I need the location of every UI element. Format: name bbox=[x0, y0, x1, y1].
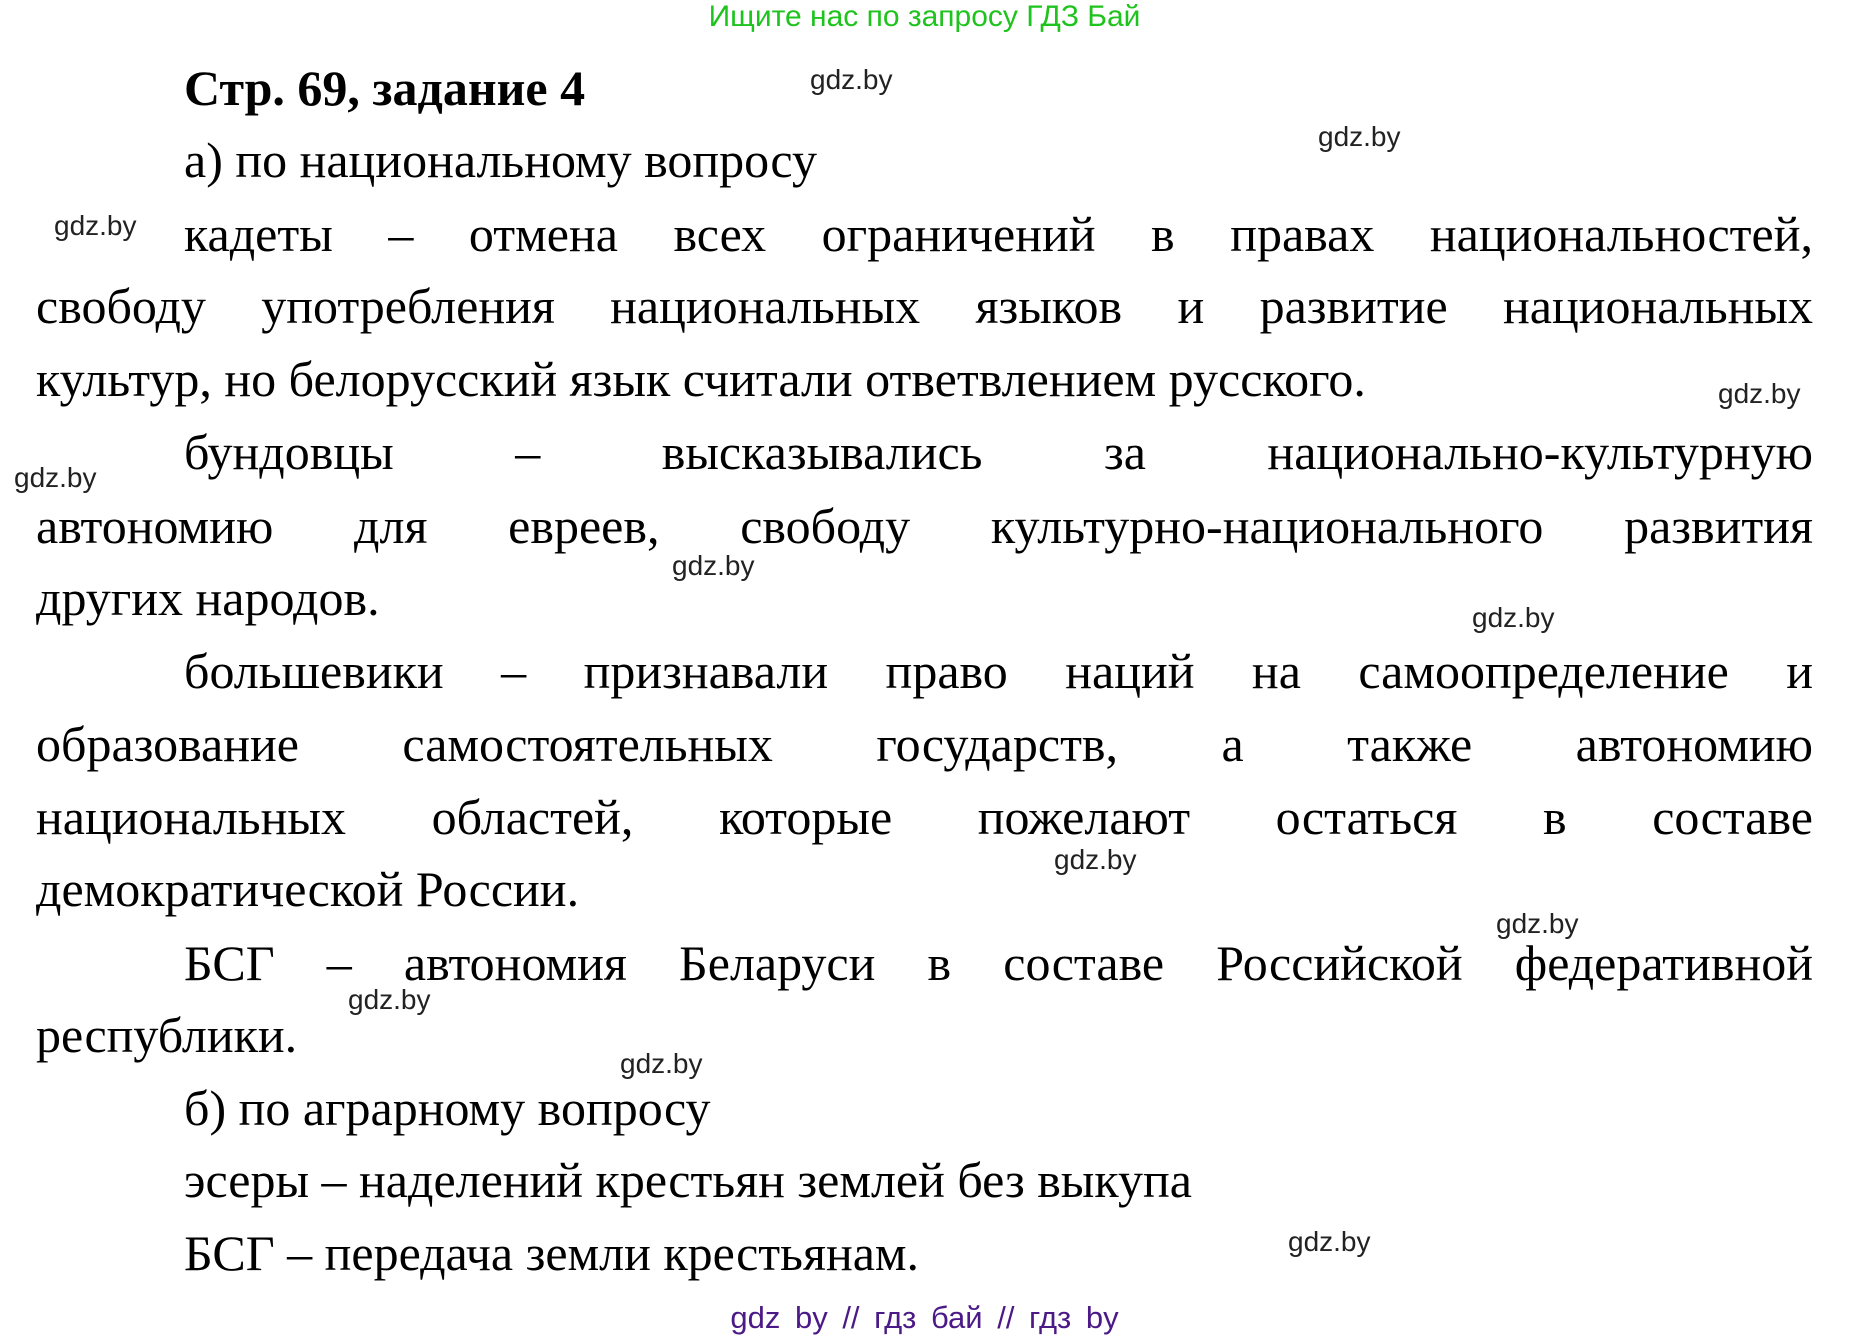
search-hint-link[interactable]: Ищите нас по запросу ГДЗ Бай bbox=[708, 0, 1141, 33]
watermark: gdz.by bbox=[1472, 602, 1555, 633]
text-line: БСГ – передача земли крестьянам. bbox=[184, 1225, 920, 1281]
watermark: gdz.by bbox=[1496, 908, 1579, 939]
text-line: национальных областей, которые пожелают остаться в составе bbox=[36, 789, 1813, 845]
text-line: республики. bbox=[36, 1007, 298, 1063]
text-line: автономию для евреев, свободу культурно-национального развития bbox=[36, 498, 1813, 554]
watermark: gdz.by bbox=[1718, 378, 1801, 409]
watermark: gdz.by bbox=[1288, 1226, 1371, 1257]
text-line: культур, но белорусский язык считали ответвлением русского. bbox=[36, 351, 1366, 407]
text-line: демократической России. bbox=[36, 861, 580, 917]
text-line: эсеры – наделений крестьян землей без выкупа bbox=[184, 1152, 1192, 1208]
watermark: gdz.by bbox=[810, 64, 893, 95]
watermark: gdz.by bbox=[620, 1048, 703, 1079]
text-line: других народов. bbox=[36, 570, 380, 626]
watermark: gdz.by bbox=[14, 462, 97, 493]
text-line: кадеты – отмена всех ограничений в правах национальностей, bbox=[184, 206, 1813, 262]
watermark: gdz.by bbox=[672, 550, 755, 581]
text-line: образование самостоятельных государств, а также автономию bbox=[36, 716, 1813, 772]
footer-links[interactable]: gdz by // гдз бай // гдз by bbox=[730, 1300, 1119, 1335]
page-title: Стр. 69, задание 4 bbox=[184, 60, 586, 116]
watermark: gdz.by bbox=[54, 210, 137, 241]
text-line: БСГ – автономия Беларуси в составе Российской федеративной bbox=[184, 935, 1813, 991]
section-b-heading: б) по аграрному вопросу bbox=[184, 1080, 711, 1136]
watermark: gdz.by bbox=[1054, 844, 1137, 875]
watermark: gdz.by bbox=[348, 984, 431, 1015]
text-line: бундовцы – высказывались за национально-культурную bbox=[184, 424, 1813, 480]
text-line: свободу употребления национальных языков и развитие национальных bbox=[36, 278, 1813, 334]
text-line: большевики – признавали право наций на самоопределение и bbox=[184, 643, 1813, 699]
section-a-heading: а) по национальному вопросу bbox=[184, 132, 817, 188]
watermark: gdz.by bbox=[1318, 121, 1401, 152]
